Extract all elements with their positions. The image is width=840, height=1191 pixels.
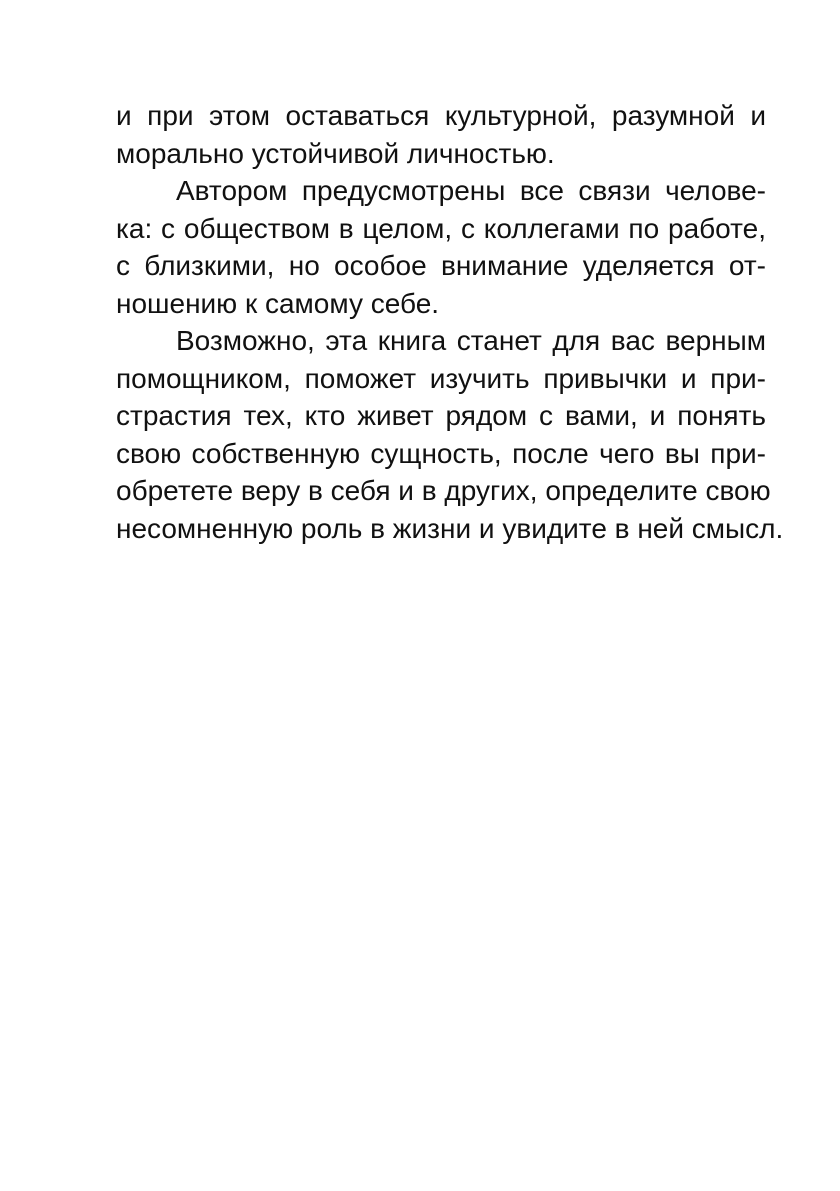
text-line: помощником, поможет изучить привычки и при- — [116, 362, 766, 394]
paragraph-author-connections — [116, 172, 766, 322]
text-line: Автором предусмотрены все связи челове- — [176, 175, 766, 206]
text-line: морально устойчивой личностью. — [116, 137, 555, 169]
paragraph-book-purpose — [116, 322, 784, 547]
text-line: обретете веру в себя и в других, определите свою — [116, 475, 771, 506]
text-line: Возможно, эта книга станет для вас верным — [176, 325, 766, 356]
text-line: с близкими, но особое внимание уделяется от- — [116, 250, 766, 281]
paragraph-continuation — [116, 97, 766, 172]
text-line: ка: с обществом в целом, с коллегами по работе, — [116, 212, 766, 244]
text-line: свою собственную сущность, после чего вы при- — [116, 437, 766, 469]
body-text — [116, 97, 784, 547]
text-line: и при этом оставаться культурной, разумной и — [116, 100, 766, 131]
text-line: ношению к самому себе. — [116, 287, 440, 319]
text-line: страстия тех, кто живет рядом с вами, и понять — [116, 400, 766, 431]
text-line: несомненную роль в жизни и увидите в ней смысл. — [116, 512, 784, 544]
